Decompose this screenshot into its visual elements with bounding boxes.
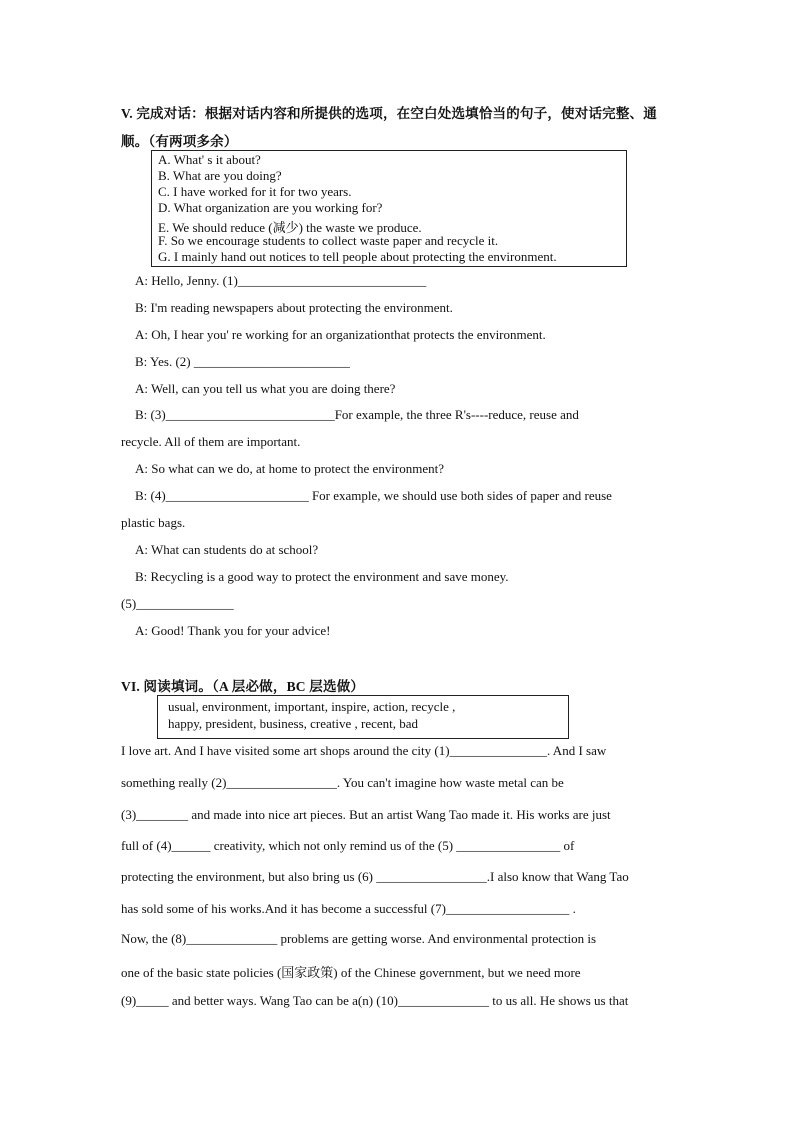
dialogue-line: B: (3)__________________________For example, the three R's----reduce, reuse and — [135, 407, 579, 422]
word-bank-line: usual, environment, important, inspire, action, recycle , — [168, 699, 456, 714]
word-bank-box — [157, 695, 569, 739]
dialogue-line: A: Good! Thank you for your advice! — [135, 623, 331, 638]
passage-line: I love art. And I have visited some art shops around the city (1)_______________. And I saw — [121, 743, 607, 758]
section-6-heading: VI. 阅读填词。（A 层必做，BC 层选做） — [121, 679, 365, 694]
option-b: B. What are you doing? — [158, 168, 282, 183]
option-a: A. What' s it about? — [158, 152, 261, 167]
option-c: C. I have worked for it for two years. — [158, 184, 352, 199]
dialogue-line: B: (4)______________________ For example, we should use both sides of paper and reuse — [135, 488, 612, 503]
passage-line: something really (2)_________________. You can't imagine how waste metal can be — [121, 775, 564, 790]
section-5-heading-line1: V. 完成对话：根据对话内容和所提供的选项，在空白处选填恰当的句子，使对话完整、通 — [121, 106, 657, 121]
option-g: G. I mainly hand out notices to tell people about protecting the environment. — [158, 249, 557, 264]
passage-line: has sold some of his works.And it has become a successful (7)___________________ . — [121, 901, 576, 916]
options-box — [151, 150, 627, 267]
dialogue-line: B: Recycling is a good way to protect the environment and save money. — [135, 569, 509, 584]
word-bank-line: happy, president, business, creative , recent, bad — [168, 716, 419, 731]
dialogue-line: A: So what can we do, at home to protect the environment? — [135, 461, 445, 476]
option-f: F. So we encourage students to collect waste paper and recycle it. — [158, 233, 499, 248]
dialogue-line: plastic bags. — [121, 515, 186, 530]
dialogue-line: B: I'm reading newspapers about protecting the environment. — [135, 300, 453, 315]
dialogue-line: A: What can students do at school? — [135, 542, 319, 557]
dialogue-line: A: Hello, Jenny. (1)_____________________________ — [135, 273, 427, 288]
passage-line: (3)________ and made into nice art pieces. But an artist Wang Tao made it. His works are just — [121, 807, 611, 822]
dialogue-line: B: Yes. (2) ________________________ — [135, 354, 350, 369]
passage-line: one of the basic state policies (国家政策) of the Chinese government, but we need more — [121, 965, 581, 980]
passage-line: Now, the (8)______________ problems are getting worse. And environmental protection is — [121, 931, 597, 946]
dialogue-line: A: Oh, I hear you' re working for an organizationthat protects the environment. — [135, 327, 546, 342]
option-e: E. We should reduce (减少) the waste we produce. — [158, 220, 422, 235]
option-d: D. What organization are you working for? — [158, 200, 383, 215]
dialogue-line: (5)_______________ — [121, 596, 234, 611]
dialogue-line: A: Well, can you tell us what you are doing there? — [135, 381, 396, 396]
dialogue-line: recycle. All of them are important. — [121, 434, 301, 449]
passage-line: (9)_____ and better ways. Wang Tao can be a(n) (10)______________ to us all. He shows us that — [121, 993, 629, 1008]
section-5-heading-line2: 顺。（有两项多余） — [121, 134, 238, 149]
passage-line: protecting the environment, but also bring us (6) _________________.I also know that Wang Tao — [121, 869, 629, 884]
passage-line: full of (4)______ creativity, which not only remind us of the (5) ________________ of — [121, 838, 575, 853]
